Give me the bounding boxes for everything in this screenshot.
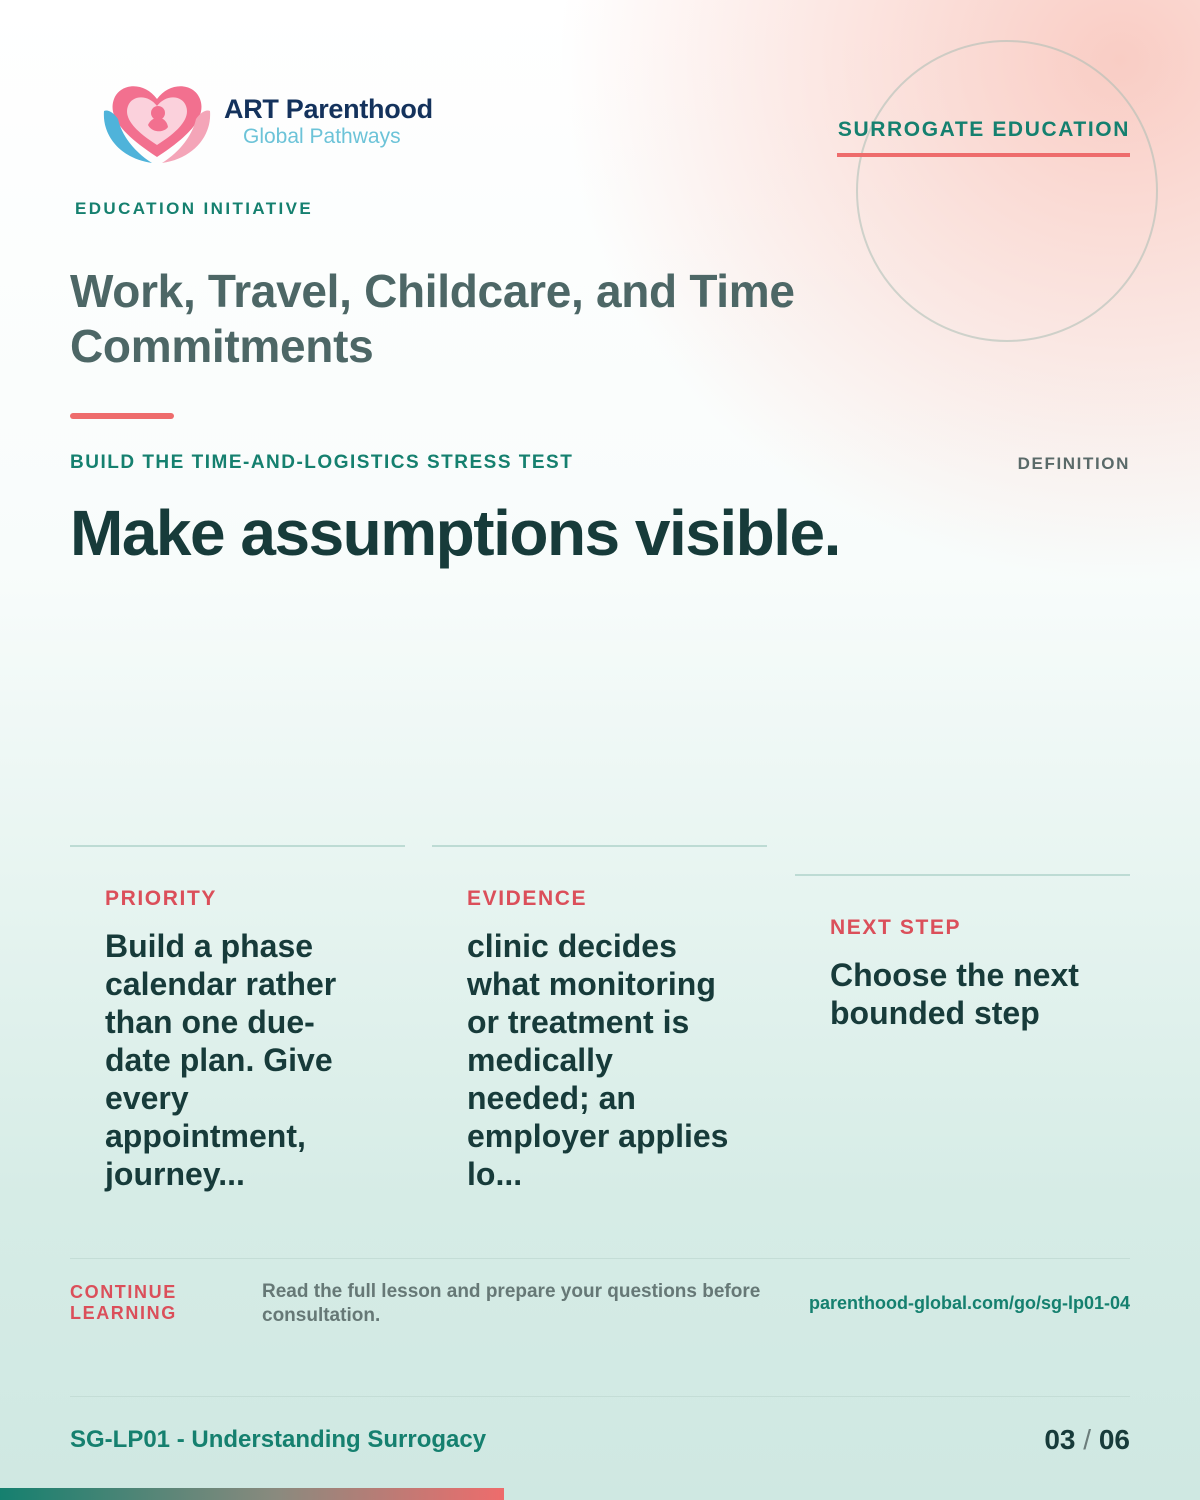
eyebrow-label: EDUCATION INITIATIVE	[75, 199, 314, 218]
cta-divider	[70, 1258, 1130, 1259]
card-label: EVIDENCE	[467, 887, 588, 910]
brand-logo-icon	[100, 75, 215, 170]
card-text: Build a phase calendar rather than one due-date plan. Give every appointment, journey...	[105, 928, 337, 1192]
card-priority	[70, 845, 405, 1205]
card-text: clinic decides what monitoring or treatment is medically needed; an employer applies lo...	[467, 928, 729, 1192]
section-label: BUILD THE TIME-AND-LOGISTICS STRESS TEST	[70, 452, 574, 473]
brand-subtitle: Global Pathways	[243, 125, 401, 148]
content-type-label: DEFINITION	[1017, 454, 1130, 473]
page-total: 06	[1098, 1424, 1130, 1455]
card-text: Choose the next bounded step	[830, 957, 1079, 1031]
title-accent-rule	[70, 413, 174, 419]
progress-bar	[0, 1488, 504, 1500]
card-next-step	[795, 874, 1130, 1074]
cta-text: Read the full lesson and prepare your questions before consultation.	[262, 1281, 761, 1326]
program-label: SURROGATE EDUCATION	[837, 118, 1130, 141]
cta-label: CONTINUE LEARNING	[70, 1282, 177, 1323]
program-underline	[837, 153, 1130, 157]
footer-divider	[70, 1396, 1130, 1397]
lesson-link[interactable]: parenthood-global.com/go/sg-lp01-04	[808, 1293, 1130, 1313]
course-name: SG-LP01 - Understanding Surrogacy	[70, 1426, 487, 1453]
page-separator: /	[1083, 1424, 1092, 1455]
card-label: PRIORITY	[105, 887, 217, 910]
card-evidence	[432, 845, 767, 1205]
page-title: Work, Travel, Childcare, and Time Commitments	[70, 265, 795, 372]
decorative-circle	[856, 40, 1158, 342]
headline: Make assumptions visible.	[70, 497, 840, 569]
card-label: NEXT STEP	[830, 916, 962, 939]
page-current: 03	[1044, 1424, 1076, 1455]
brand-name: ART Parenthood	[224, 94, 433, 124]
page-indicator	[1044, 1424, 1130, 1456]
